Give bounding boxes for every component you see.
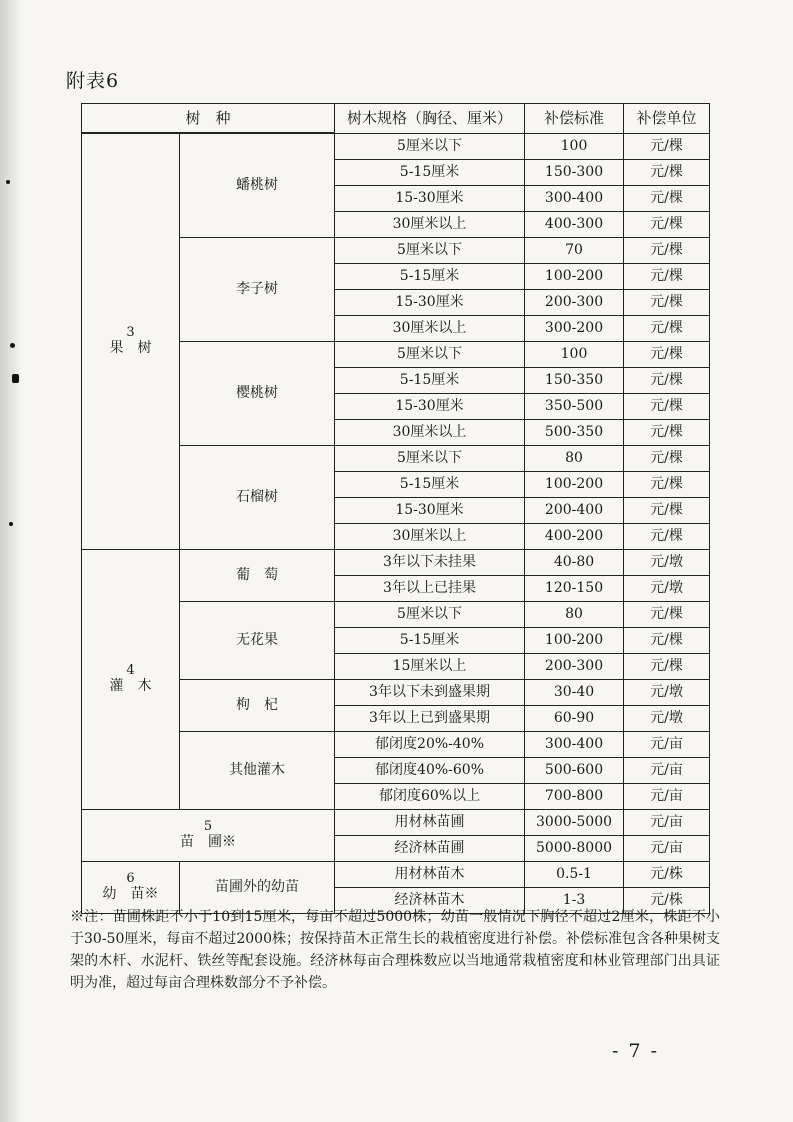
spec-cell: 15-30厘米 bbox=[335, 393, 525, 419]
standard-cell: 150-350 bbox=[525, 367, 624, 393]
species-cell: 其他灌木 bbox=[180, 731, 335, 809]
species-cell: 石榴树 bbox=[180, 445, 335, 549]
unit-cell: 元/棵 bbox=[624, 393, 710, 419]
spec-cell: 5厘米以下 bbox=[335, 445, 525, 471]
standard-cell: 150-300 bbox=[525, 159, 624, 185]
unit-cell: 元/亩 bbox=[624, 835, 710, 861]
standard-cell: 500-600 bbox=[525, 757, 624, 783]
category-number: 6 bbox=[126, 871, 135, 886]
header-species: 树 种 bbox=[82, 104, 335, 134]
category-name: 果 树 bbox=[109, 340, 152, 357]
unit-cell: 元/棵 bbox=[624, 237, 710, 263]
standard-cell: 100 bbox=[525, 133, 624, 159]
spec-cell: 经济林苗木 bbox=[335, 887, 525, 913]
unit-cell: 元/棵 bbox=[624, 289, 710, 315]
species-cell: 无花果 bbox=[180, 601, 335, 679]
standard-cell: 80 bbox=[525, 601, 624, 627]
unit-cell: 元/亩 bbox=[624, 757, 710, 783]
table-row bbox=[82, 861, 710, 887]
standard-cell: 400-200 bbox=[525, 523, 624, 549]
category-name: 幼 苗※ bbox=[102, 886, 159, 902]
footnote: ※注：苗圃株距不小于10到15厘米，每亩不超过5000株；幼苗一般情况下胸径不超过2厘米，株距不小于30-50厘米，每亩不超过2000株；按保持苗木正常生长的栽植密度进行补偿。补偿标准包含各种果树支架的木杆、水泥杆、铁丝等配套设施。经济林每亩合理株数应以当地通常栽植密度和林业管理部门出具证明为准，超过每亩合理株数部分不予补偿。 bbox=[70, 909, 720, 991]
scan-speck bbox=[6, 180, 10, 184]
category-number: 5 bbox=[203, 819, 213, 834]
table-row bbox=[82, 809, 710, 835]
species-cell: 蟠桃树 bbox=[180, 133, 335, 237]
spec-cell: 3年以上已到盛果期 bbox=[335, 705, 525, 731]
scan-speck bbox=[9, 522, 13, 526]
standard-cell: 0.5-1 bbox=[525, 861, 624, 887]
scan-edge-shadow bbox=[0, 0, 22, 1122]
spec-cell: 用材林苗圃 bbox=[335, 809, 525, 835]
spec-cell: 郁闭度20%-40% bbox=[335, 731, 525, 757]
spec-cell: 15-30厘米 bbox=[335, 289, 525, 315]
unit-cell: 元/棵 bbox=[624, 445, 710, 471]
unit-cell: 元/株 bbox=[624, 887, 710, 913]
category-cell bbox=[82, 133, 180, 549]
standard-cell: 30-40 bbox=[525, 679, 624, 705]
unit-cell: 元/亩 bbox=[624, 783, 710, 809]
unit-cell: 元/棵 bbox=[624, 367, 710, 393]
species-cell: 苗圃外的幼苗 bbox=[180, 861, 335, 913]
spec-cell: 郁闭度40%-60% bbox=[335, 757, 525, 783]
species-cell: 樱桃树 bbox=[180, 341, 335, 445]
standard-cell: 300-400 bbox=[525, 185, 624, 211]
unit-cell: 元/棵 bbox=[624, 497, 710, 523]
header-standard: 补偿标准 bbox=[525, 104, 624, 134]
standard-cell: 200-400 bbox=[525, 497, 624, 523]
unit-cell: 元/棵 bbox=[624, 211, 710, 237]
standard-cell: 200-300 bbox=[525, 653, 624, 679]
scan-speck bbox=[12, 374, 19, 383]
unit-cell: 元/棵 bbox=[624, 627, 710, 653]
standard-cell: 400-300 bbox=[525, 211, 624, 237]
spec-cell: 5厘米以下 bbox=[335, 237, 525, 263]
unit-cell: 元/棵 bbox=[624, 263, 710, 289]
species-cell: 李子树 bbox=[180, 237, 335, 341]
unit-cell: 元/棵 bbox=[624, 653, 710, 679]
spec-cell: 3年以下未挂果 bbox=[335, 549, 525, 575]
table-header-row bbox=[82, 104, 710, 134]
standard-cell: 350-500 bbox=[525, 393, 624, 419]
compensation-table bbox=[81, 103, 710, 914]
spec-cell: 5-15厘米 bbox=[335, 627, 525, 653]
species-cell: 葡 萄 bbox=[180, 549, 335, 601]
standard-cell: 1-3 bbox=[525, 887, 624, 913]
spec-cell: 15-30厘米 bbox=[335, 497, 525, 523]
standard-cell: 300-200 bbox=[525, 315, 624, 341]
unit-cell: 元/棵 bbox=[624, 133, 710, 159]
unit-cell: 元/棵 bbox=[624, 419, 710, 445]
spec-cell: 郁闭度60%以上 bbox=[335, 783, 525, 809]
category-number: 4 bbox=[126, 663, 135, 678]
standard-cell: 100 bbox=[525, 341, 624, 367]
spec-cell: 5-15厘米 bbox=[335, 159, 525, 185]
spec-cell: 30厘米以上 bbox=[335, 211, 525, 237]
spec-cell: 30厘米以上 bbox=[335, 315, 525, 341]
scan-speck bbox=[10, 343, 15, 348]
unit-cell: 元/棵 bbox=[624, 341, 710, 367]
unit-cell: 元/棵 bbox=[624, 315, 710, 341]
unit-cell: 元/棵 bbox=[624, 523, 710, 549]
standard-cell: 60-90 bbox=[525, 705, 624, 731]
spec-cell: 经济林苗圃 bbox=[335, 835, 525, 861]
spec-cell: 3年以下未到盛果期 bbox=[335, 679, 525, 705]
table-row bbox=[82, 133, 710, 159]
unit-cell: 元/棵 bbox=[624, 601, 710, 627]
standard-cell: 80 bbox=[525, 445, 624, 471]
spec-cell: 15-30厘米 bbox=[335, 185, 525, 211]
unit-cell: 元/棵 bbox=[624, 471, 710, 497]
standard-cell: 100-200 bbox=[525, 471, 624, 497]
category-name: 苗 圃※ bbox=[180, 834, 236, 850]
standard-cell: 5000-8000 bbox=[525, 835, 624, 861]
category-name: 灌 木 bbox=[109, 678, 152, 694]
unit-cell: 元/株 bbox=[624, 861, 710, 887]
spec-cell: 5厘米以下 bbox=[335, 133, 525, 159]
spec-cell: 5-15厘米 bbox=[335, 471, 525, 497]
spec-cell: 用材林苗木 bbox=[335, 861, 525, 887]
spec-cell: 30厘米以上 bbox=[335, 523, 525, 549]
standard-cell: 100-200 bbox=[525, 627, 624, 653]
standard-cell: 70 bbox=[525, 237, 624, 263]
spec-cell: 3年以上已挂果 bbox=[335, 575, 525, 601]
spec-cell: 5-15厘米 bbox=[335, 367, 525, 393]
unit-cell: 元/棵 bbox=[624, 159, 710, 185]
species-cell: 枸 杞 bbox=[180, 679, 335, 731]
spec-cell: 15厘米以上 bbox=[335, 653, 525, 679]
page-heading: 附表6 bbox=[66, 70, 120, 92]
category-cell bbox=[82, 809, 335, 861]
category-cell bbox=[82, 549, 180, 809]
spec-cell: 5厘米以下 bbox=[335, 341, 525, 367]
unit-cell: 元/墩 bbox=[624, 575, 710, 601]
standard-cell: 120-150 bbox=[525, 575, 624, 601]
unit-cell: 元/亩 bbox=[624, 731, 710, 757]
standard-cell: 700-800 bbox=[525, 783, 624, 809]
unit-cell: 元/墩 bbox=[624, 705, 710, 731]
header-spec: 树木规格（胸径、厘米） bbox=[335, 104, 525, 134]
standard-cell: 300-400 bbox=[525, 731, 624, 757]
standard-cell: 3000-5000 bbox=[525, 809, 624, 835]
spec-cell: 5厘米以下 bbox=[335, 601, 525, 627]
page-number: - 7 - bbox=[612, 1040, 660, 1062]
unit-cell: 元/棵 bbox=[624, 185, 710, 211]
standard-cell: 500-350 bbox=[525, 419, 624, 445]
standard-cell: 100-200 bbox=[525, 263, 624, 289]
spec-cell: 30厘米以上 bbox=[335, 419, 525, 445]
spec-cell: 5-15厘米 bbox=[335, 263, 525, 289]
standard-cell: 200-300 bbox=[525, 289, 624, 315]
unit-cell: 元/墩 bbox=[624, 549, 710, 575]
category-number: 3 bbox=[126, 325, 135, 341]
unit-cell: 元/亩 bbox=[624, 809, 710, 835]
table-row bbox=[82, 549, 710, 575]
header-unit: 补偿单位 bbox=[624, 104, 710, 134]
unit-cell: 元/墩 bbox=[624, 679, 710, 705]
standard-cell: 40-80 bbox=[525, 549, 624, 575]
